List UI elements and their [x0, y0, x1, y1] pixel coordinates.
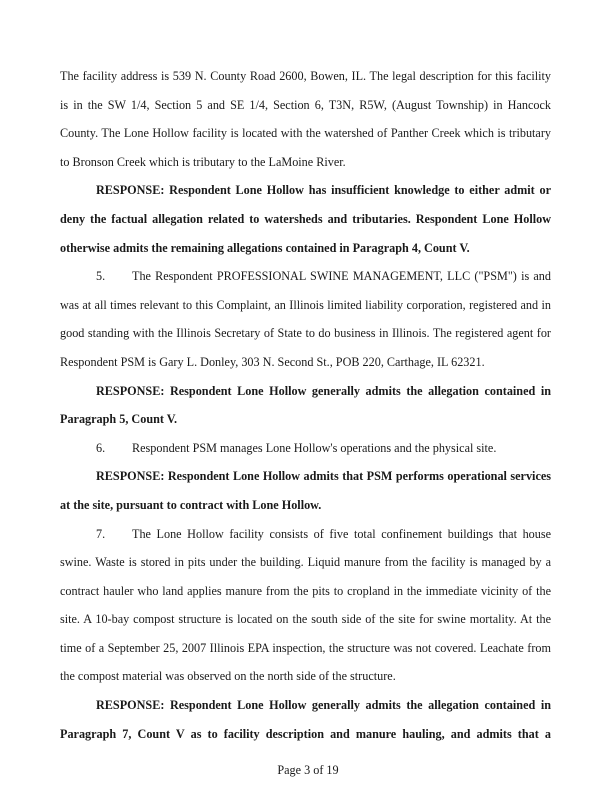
allegation-line [60, 634, 551, 663]
line-text: The Respondent PROFESSIONAL SWINE MANAGEMENT, LLC ("PSM") is and [132, 269, 551, 284]
line-text: The facility address is 539 N. County Road 2600, Bowen, IL. The legal description for this facility [60, 69, 551, 83]
line-text: the compost material was observed on the north side of the structure. [60, 669, 396, 684]
line-text: time of a September 25, 2007 Illinois EPA inspection, the structure was not covered. Leachate from [60, 640, 551, 655]
allegation-line [60, 520, 551, 549]
response-line [60, 176, 551, 205]
allegation-line [60, 62, 551, 91]
allegation-line [60, 577, 551, 606]
allegation-line [60, 119, 551, 148]
response-line [60, 205, 551, 234]
response-line [60, 491, 551, 520]
allegation-line [60, 262, 551, 291]
line-text: County. The Lone Hollow facility is located with the watershed of Panther Creek which is tributary [60, 126, 551, 141]
response-line [60, 720, 551, 749]
line-text: RESPONSE: Respondent Lone Hollow generally admits the allegation contained in [96, 698, 551, 713]
page-number: Page 3 of 19 [277, 763, 339, 777]
allegation-line [60, 148, 551, 177]
response-line [60, 691, 551, 720]
response-line [60, 377, 551, 406]
line-text: otherwise admits the remaining allegations contained in Paragraph 4, Count V. [60, 240, 470, 255]
line-text: site. A 10-bay compost structure is located on the south side of the site for swine mortality. At the [60, 612, 551, 627]
line-text: at the site, pursuant to contract with Lone Hollow. [60, 497, 322, 512]
line-text: is in the SW 1/4, Section 5 and SE 1/4, Section 6, T3N, R5W, (August Township) in Hancock [60, 97, 551, 112]
line-text: Paragraph 7, Count V as to facility description and manure hauling, and admits that a [60, 726, 551, 741]
allegation-line [60, 605, 551, 634]
line-text: Paragraph 5, Count V. [60, 412, 178, 427]
line-text: swine. Waste is stored in pits under the building. Liquid manure from the facility is managed by a [60, 555, 551, 570]
line-text: RESPONSE: Respondent Lone Hollow admits that PSM performs operational services [96, 469, 551, 484]
line-text: The Lone Hollow facility consists of five total confinement buildings that house [132, 526, 551, 541]
allegation-line [60, 91, 551, 120]
line-text: to Bronson Creek which is tributary to the LaMoine River. [60, 154, 346, 169]
allegation-line [60, 291, 551, 320]
line-text: RESPONSE: Respondent Lone Hollow generally admits the allegation contained in [96, 383, 551, 398]
paragraph-number: 5. [96, 269, 106, 284]
line-text: was at all times relevant to this Complaint, an Illinois limited liability corporation, registered and in [60, 297, 551, 312]
document-body [60, 62, 551, 748]
response-line [60, 462, 551, 491]
allegation-line [60, 319, 551, 348]
line-text: contract hauler who land applies manure from the pits to cropland in the immediate vicinity of the [60, 583, 551, 598]
response-line [60, 234, 551, 263]
allegation-line [60, 348, 551, 377]
response-line [60, 405, 551, 434]
line-text: deny the factual allegation related to watersheds and tributaries. Respondent Lone Hollow [60, 211, 551, 226]
line-text: Respondent PSM is Gary L. Donley, 303 N. Second St., POB 220, Carthage, IL 62321. [60, 354, 485, 369]
allegation-line [60, 662, 551, 691]
line-text: Respondent PSM manages Lone Hollow's operations and the physical site. [132, 440, 497, 455]
line-text: good standing with the Illinois Secretary of State to do business in Illinois. The registered agent for [60, 326, 551, 341]
paragraph-number: 6. [96, 440, 106, 455]
line-text: RESPONSE: Respondent Lone Hollow has insufficient knowledge to either admit or [96, 183, 551, 198]
allegation-line [60, 434, 551, 463]
allegation-line [60, 548, 551, 577]
paragraph-number: 7. [96, 526, 106, 541]
